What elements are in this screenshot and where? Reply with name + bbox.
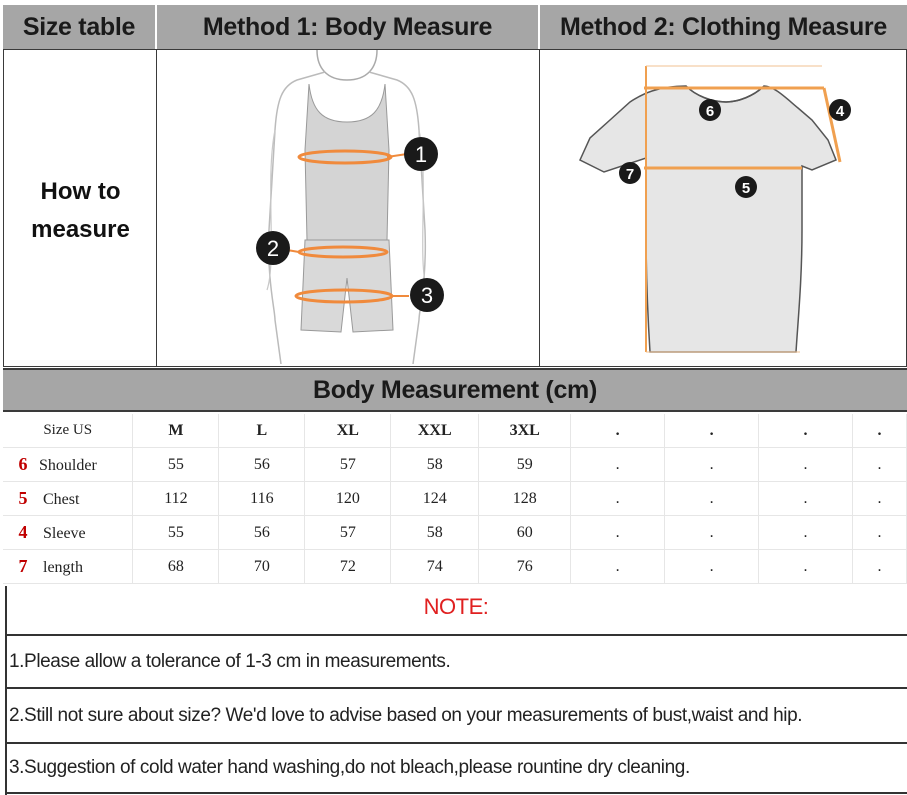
how-to-line1: How to <box>40 178 121 205</box>
table-cell: 56 <box>219 516 305 550</box>
tshirt-illustration <box>540 50 904 364</box>
note-line-3: 3.Suggestion of cold water hand washing,do not bleach,please rountine dry cleaning. <box>9 757 690 778</box>
column-header: . <box>665 414 759 448</box>
table-header-row <box>3 414 907 448</box>
table-cell: 70 <box>219 550 305 584</box>
clothing-measure-panel <box>539 49 907 367</box>
table-cell: . <box>852 550 906 584</box>
row-label-cell <box>3 448 133 482</box>
column-header: . <box>759 414 853 448</box>
column-header: L <box>219 414 305 448</box>
row-label: Sleeve <box>43 525 86 542</box>
table-row <box>3 550 907 584</box>
table-cell: 74 <box>391 550 479 584</box>
table-cell: 56 <box>219 448 305 482</box>
table-cell: . <box>852 448 906 482</box>
note-line-1: 1.Please allow a tolerance of 1-3 cm in measurements. <box>9 651 451 672</box>
method2-header: Method 2: Clothing Measure <box>540 5 907 49</box>
size-table <box>3 414 907 584</box>
column-header: 3XL <box>479 414 571 448</box>
table-cell: . <box>665 550 759 584</box>
marker-7-label: 7 <box>625 166 635 183</box>
table-cell: . <box>571 516 665 550</box>
marker-5-label: 5 <box>741 180 751 197</box>
table-cell: . <box>571 482 665 516</box>
table-cell: . <box>759 448 853 482</box>
row-label-cell <box>3 550 133 584</box>
row-number: 5 <box>18 488 28 508</box>
row-label: Shoulder <box>39 457 97 474</box>
table-row <box>3 482 907 516</box>
table-cell: 55 <box>133 516 219 550</box>
table-cell: . <box>759 516 853 550</box>
table-cell: 59 <box>479 448 571 482</box>
row-number: 7 <box>18 556 28 576</box>
size-table-header: Size table <box>3 5 155 49</box>
column-header: XL <box>305 414 391 448</box>
note-divider <box>5 792 907 794</box>
table-cell: . <box>665 516 759 550</box>
row-label: Chest <box>43 491 80 508</box>
column-header: M <box>133 414 219 448</box>
row-label-cell <box>3 482 133 516</box>
row-label-cell <box>3 516 133 550</box>
table-cell: 58 <box>391 448 479 482</box>
table-cell: . <box>852 482 906 516</box>
column-header: . <box>852 414 906 448</box>
note-divider <box>5 634 907 636</box>
table-cell: 72 <box>305 550 391 584</box>
table-row <box>3 516 907 550</box>
marker-2-label: 2 <box>266 236 280 261</box>
table-cell: . <box>852 516 906 550</box>
table-cell: . <box>665 482 759 516</box>
table-cell: 128 <box>479 482 571 516</box>
row-number: 6 <box>18 454 28 474</box>
table-cell: 124 <box>391 482 479 516</box>
note-title: NOTE: <box>423 594 489 619</box>
column-header: XXL <box>391 414 479 448</box>
table-row <box>3 448 907 482</box>
table-cell: 116 <box>219 482 305 516</box>
method1-header: Method 1: Body Measure <box>157 5 538 49</box>
marker-3-label: 3 <box>420 283 434 308</box>
note-line-2: 2.Still not sure about size? We'd love to advise based on your measurements of bust,waist and hip. <box>9 705 803 726</box>
note-divider <box>5 687 907 689</box>
table-cell: 76 <box>479 550 571 584</box>
row-number: 4 <box>18 522 28 542</box>
how-to-panel <box>3 49 157 367</box>
body-measurement-header: Body Measurement (cm) <box>3 368 907 412</box>
table-cell: . <box>759 550 853 584</box>
table-cell: 57 <box>305 448 391 482</box>
marker-4-label: 4 <box>835 103 845 120</box>
marker-6-label: 6 <box>705 103 715 120</box>
row-label: length <box>43 559 83 576</box>
table-cell: . <box>759 482 853 516</box>
table-cell: 120 <box>305 482 391 516</box>
table-cell: 58 <box>391 516 479 550</box>
table-cell: 60 <box>479 516 571 550</box>
body-measure-panel <box>156 49 540 367</box>
table-cell: . <box>665 448 759 482</box>
marker-1-label: 1 <box>414 142 428 167</box>
how-to-line2: measure <box>31 216 130 243</box>
table-cell: 55 <box>133 448 219 482</box>
table-cell: 57 <box>305 516 391 550</box>
body-figure-illustration <box>157 50 537 364</box>
table-cell: 68 <box>133 550 219 584</box>
table-cell: . <box>571 550 665 584</box>
column-header: . <box>571 414 665 448</box>
column-header: Size US <box>3 414 133 448</box>
note-divider <box>5 742 907 744</box>
table-cell: . <box>571 448 665 482</box>
table-cell: 112 <box>133 482 219 516</box>
